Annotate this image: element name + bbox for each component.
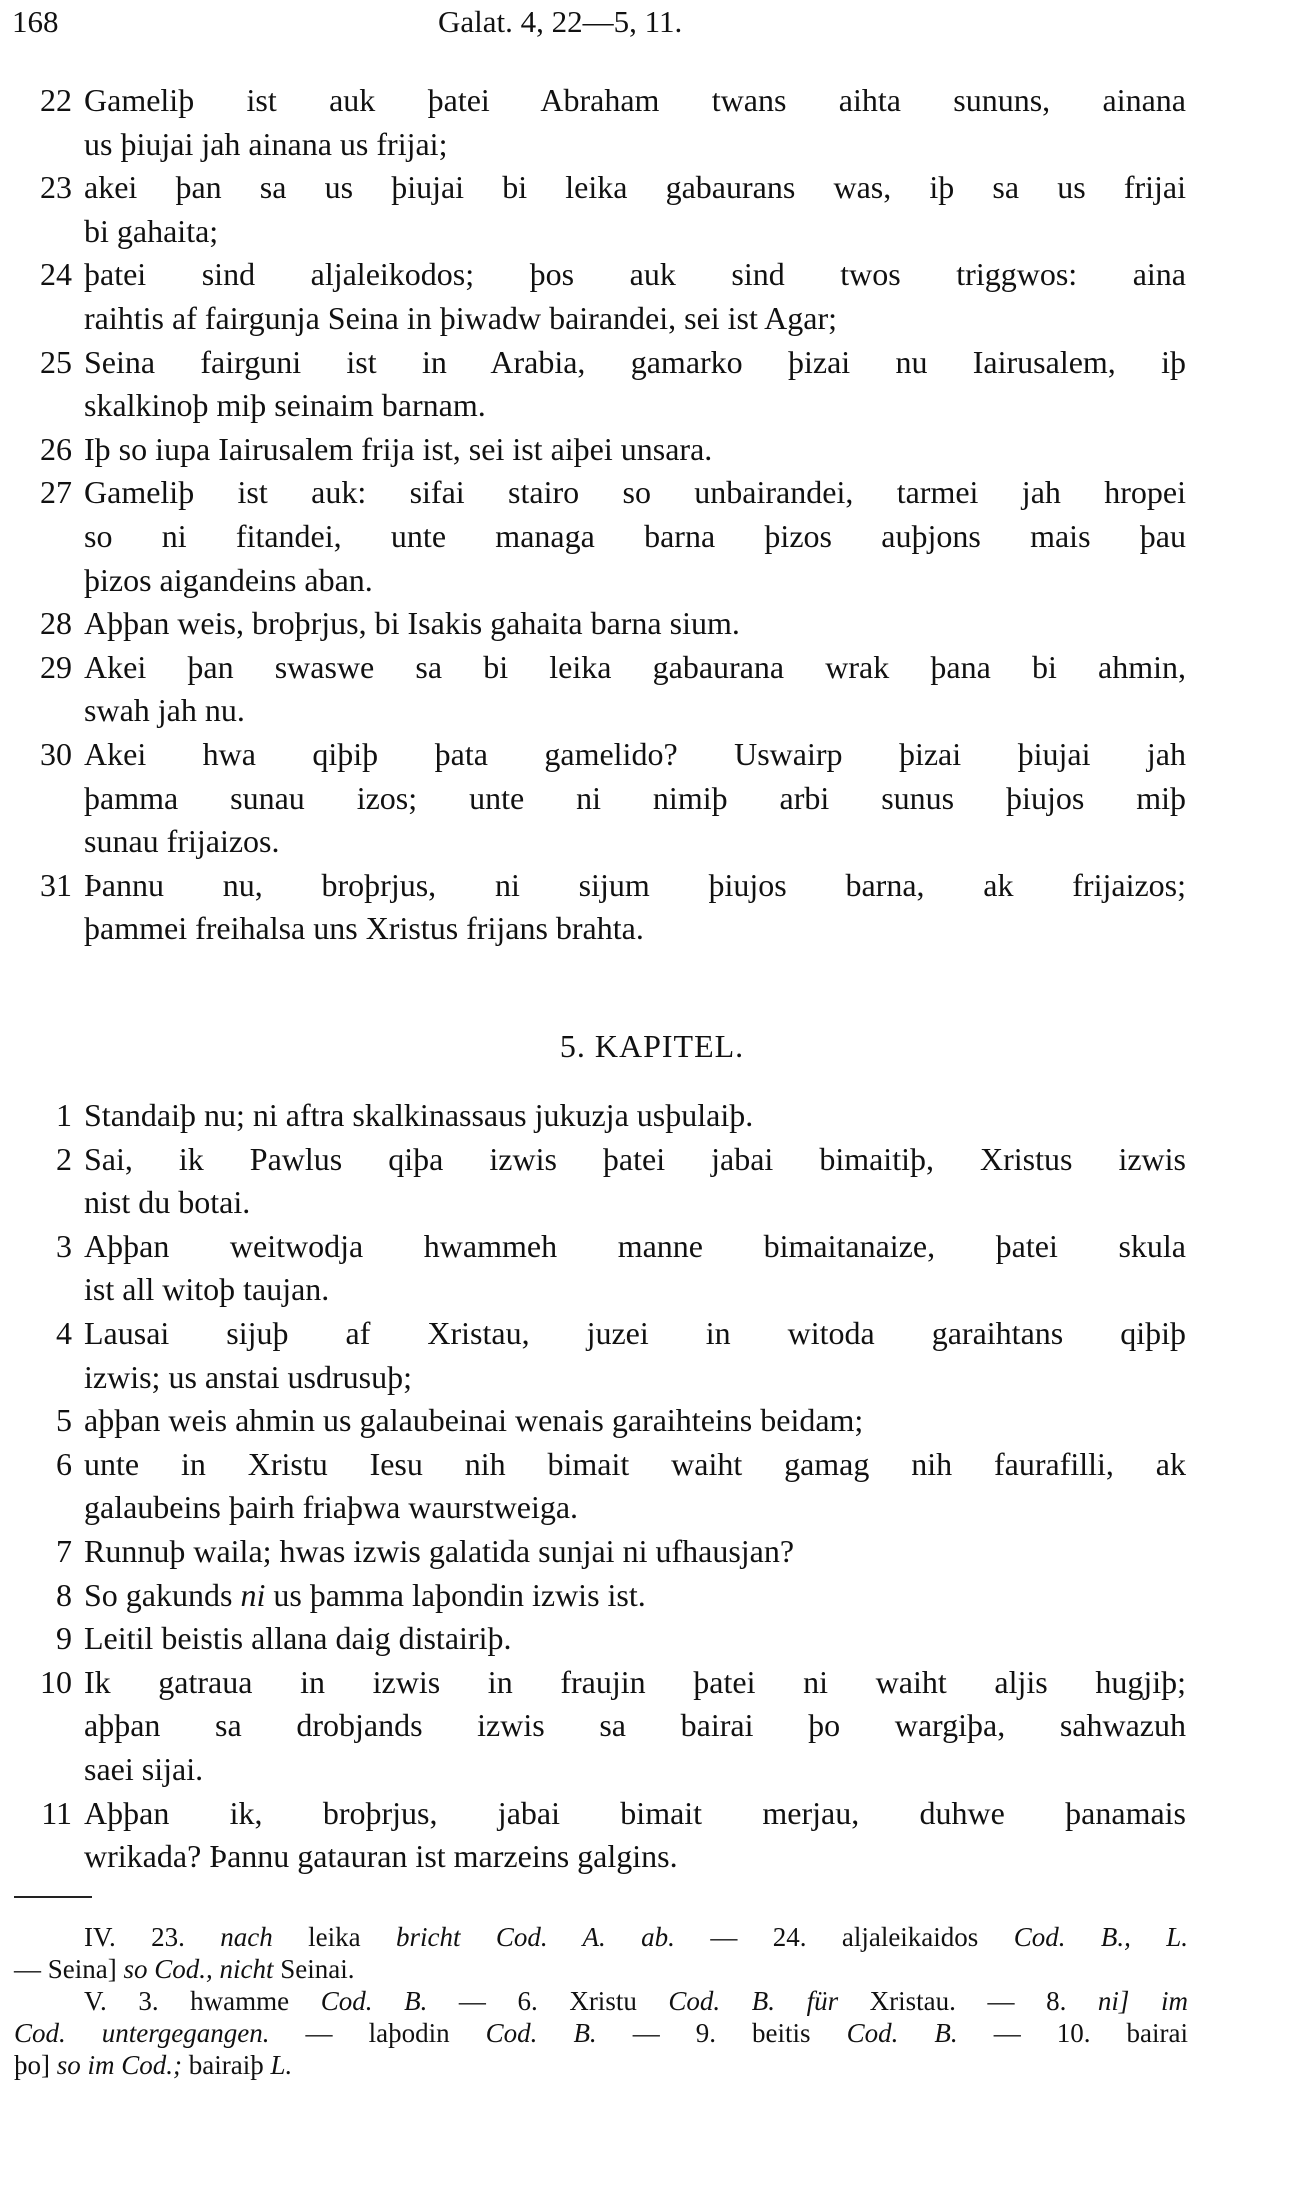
text-segment: V. 3. hwamme — [84, 1986, 321, 2016]
text-segment: — Seina] — [14, 1954, 124, 1984]
verse-text: þammei freihalsa uns Xristus frijans brahta. — [84, 910, 644, 947]
verse-text: þatei sind aljaleikodos; þos auk sind twos triggwos: aina — [84, 256, 1186, 293]
verse-line — [0, 166, 1200, 210]
text-segment: Xristau. — 8. — [838, 1986, 1098, 2016]
verse-text: aþþan weis ahmin us galaubeinai wenais garaihteins beidam; — [84, 1402, 864, 1439]
italic-text: ni] im — [1097, 1986, 1188, 2016]
verse-line — [0, 777, 1200, 821]
verse-text: Leitil beistis allana daig distairiþ. — [84, 1620, 512, 1657]
verse-line — [0, 1835, 1200, 1879]
verse-number: 23 — [40, 169, 72, 206]
verse-line — [0, 515, 1200, 559]
text-segment: þo] — [14, 2050, 57, 2080]
verse-text: Akei þan swaswe sa bi leika gabaurana wrak þana bi ahmin, — [84, 648, 1186, 685]
footnote-rule — [14, 1896, 92, 1898]
verse-line — [0, 1704, 1200, 1748]
verse-text: Akei hwa qiþiþ þata gamelido? Uswairp þizai þiujai jah — [84, 735, 1186, 772]
text-segment: — 10. bairai — [957, 2018, 1188, 2048]
verse-text — [84, 1574, 1186, 1618]
footnote-line — [14, 1921, 1188, 1953]
verse-text: Ik gatraua in izwis in fraujin þatei ni waiht aljis hugjiþ; — [84, 1663, 1186, 1700]
verse-number: 22 — [40, 82, 72, 118]
verse-text: izwis; us anstai usdrusuþ; — [84, 1358, 412, 1395]
verse-number: 2 — [56, 1140, 72, 1177]
verse-number: 9 — [56, 1620, 72, 1657]
verse-text: so ni fitandei, unte managa barna þizos auþjons mais þau — [84, 517, 1186, 554]
italic-text: Cod. B. — [320, 1986, 428, 2016]
verse-line — [0, 1268, 1200, 1312]
verse-text: swah jah nu. — [84, 692, 245, 729]
running-title: Galat. 4, 22—5, 11. — [438, 4, 683, 39]
verse-number: 8 — [56, 1576, 72, 1613]
verse-line — [0, 210, 1200, 254]
text-segment: — 24. aljaleikaidos — [674, 1922, 1014, 1952]
verse-text: ist all witoþ taujan. — [84, 1271, 330, 1308]
verse-line — [0, 646, 1200, 690]
italic-text: nach — [220, 1922, 273, 1952]
verse-line — [0, 384, 1200, 428]
verse-line — [0, 602, 1200, 646]
verse-number: 6 — [56, 1445, 72, 1482]
verse-line — [0, 1792, 1200, 1836]
verse-text: Gameliþ ist auk: sifai stairo so unbairandei, tarmei jah hropei — [84, 474, 1186, 511]
text-segment: bairaiþ — [182, 2050, 271, 2080]
verse-line — [0, 907, 1200, 951]
verse-number: 7 — [56, 1532, 72, 1569]
italic-text: so Cod., nicht — [123, 1954, 274, 1984]
verse-text: Runnuþ waila; hwas izwis galatida sunjai ni ufhausjan? — [84, 1532, 795, 1569]
text-segment: — laþodin — [269, 2018, 486, 2048]
verse-text: Lausai sijuþ af Xristau, juzei in witoda garaihtans qiþiþ — [84, 1314, 1186, 1351]
verse-number: 30 — [40, 735, 72, 772]
verse-text: aþþan sa drobjands izwis sa bairai þo wargiþa, sahwazuh — [84, 1707, 1186, 1744]
chapter-5-verses — [0, 1094, 1200, 1879]
verse-text: sunau frijaizos. — [84, 823, 280, 860]
verse-number: 11 — [41, 1794, 72, 1831]
verse-text: galaubeins þairh friaþwa waurstweiga. — [84, 1489, 579, 1526]
verse-text: Gameliþ ist auk þatei Abraham twans aihta sununs, ainana — [84, 82, 1186, 118]
verse-number: 24 — [40, 256, 72, 293]
verse-number: 10 — [40, 1663, 72, 1700]
verse-text: þizos aigandeins aban. — [84, 561, 373, 598]
text-segment: us þamma laþondin izwis ist. — [265, 1576, 646, 1613]
verse-text: wrikada? Þannu gatauran ist marzeins galgins. — [84, 1838, 678, 1875]
verse-text: skalkinoþ miþ seinaim barnam. — [84, 387, 486, 424]
text-segment: So gakunds — [84, 1576, 241, 1613]
verse-line — [0, 1399, 1200, 1443]
verse-text: þamma sunau izos; unte ni nimiþ arbi sunus þiujos miþ — [84, 779, 1186, 816]
verse-text: saei sijai. — [84, 1750, 204, 1787]
verse-line — [0, 253, 1200, 297]
verse-line — [0, 471, 1200, 515]
verse-line — [0, 297, 1200, 341]
footnote-line — [14, 1985, 1188, 2017]
verse-line — [0, 1138, 1200, 1182]
verse-text: Þannu nu, broþrjus, ni sijum þiujos barna, ak frijaizos; — [84, 866, 1186, 903]
verse-line — [0, 79, 1200, 123]
verse-number: 1 — [56, 1097, 72, 1133]
verse-text: Aþþan ik, broþrjus, jabai bimait merjau, duhwe þanamais — [84, 1794, 1186, 1831]
footnote-line — [14, 2049, 1188, 2081]
verse-line — [0, 820, 1200, 864]
chapter-4-verses — [0, 79, 1200, 951]
verse-line — [0, 1617, 1200, 1661]
text-segment: leika — [272, 1922, 397, 1952]
italic-text: Cod. B. — [485, 2018, 597, 2048]
verse-line — [0, 1181, 1200, 1225]
verse-line — [0, 689, 1200, 733]
verse-line — [0, 341, 1200, 385]
verse-line — [0, 1748, 1200, 1792]
verse-number: 25 — [40, 343, 72, 380]
verse-text: unte in Xristu Iesu nih bimait waiht gamag nih faurafilli, ak — [84, 1445, 1186, 1482]
footnote-line — [14, 1953, 1188, 1985]
verse-line — [0, 123, 1200, 167]
verse-line — [0, 1094, 1200, 1138]
italic-text: L. — [270, 2050, 293, 2080]
verse-text: Sai, ik Pawlus qiþa izwis þatei jabai bimaitiþ, Xristus izwis — [84, 1140, 1186, 1177]
verse-number: 31 — [40, 866, 72, 903]
verse-text: akei þan sa us þiujai bi leika gabaurans was, iþ sa us frijai — [84, 169, 1186, 206]
verse-text: Aþþan weitwodja hwammeh manne bimaitanaize, þatei skula — [84, 1227, 1186, 1264]
verse-line — [0, 1530, 1200, 1574]
verse-line — [0, 864, 1200, 908]
verse-line — [0, 1443, 1200, 1487]
footnote-line — [14, 2017, 1188, 2049]
italic-text: Cod. untergegangen. — [14, 2018, 270, 2048]
verse-line — [0, 1312, 1200, 1356]
verse-text: nist du botai. — [84, 1184, 251, 1221]
verse-line — [0, 1356, 1200, 1400]
verse-text: Seina fairguni ist in Arabia, gamarko þizai nu Iairusalem, iþ — [84, 343, 1186, 380]
verse-number: 28 — [40, 605, 72, 642]
italic-text: Cod. B., L. — [1013, 1922, 1188, 1952]
verse-number: 4 — [56, 1314, 72, 1351]
verse-number: 26 — [40, 430, 72, 467]
italic-text: ni — [240, 1576, 266, 1613]
italic-text: so im Cod.; — [56, 2050, 183, 2080]
italic-text: Cod. B. — [846, 2018, 958, 2048]
text-segment: IV. 23. — [84, 1922, 221, 1952]
verse-number: 29 — [40, 648, 72, 685]
footnotes — [14, 1921, 1188, 2081]
verse-text: raihtis af fairgunja Seina in þiwadw bairandei, sei ist Agar; — [84, 299, 837, 336]
verse-line — [0, 1574, 1200, 1618]
verse-number: 3 — [56, 1227, 72, 1264]
italic-text: Cod. B. für — [668, 1986, 839, 2016]
verse-text: bi gahaita; — [84, 212, 219, 249]
chapter-heading: 5. KAPITEL. — [559, 1028, 745, 1064]
verse-line — [0, 1225, 1200, 1269]
verse-number: 27 — [40, 474, 72, 511]
verse-line — [0, 428, 1200, 472]
verse-line — [0, 733, 1200, 777]
verse-text: Iþ so iupa Iairusalem frija ist, sei ist aiþei unsara. — [84, 430, 713, 467]
verse-text: Aþþan weis, broþrjus, bi Isakis gahaita barna sium. — [84, 605, 740, 642]
verse-number: 5 — [56, 1402, 72, 1439]
verse-text: us þiujai jah ainana us frijai; — [84, 125, 448, 162]
page-number: 168 — [12, 4, 59, 39]
italic-text: bricht Cod. A. ab. — [396, 1922, 675, 1952]
verse-line — [0, 559, 1200, 603]
verse-line — [0, 1486, 1200, 1530]
verse-text: Standaiþ nu; ni aftra skalkinassaus jukuzja usþulaiþ. — [84, 1097, 754, 1133]
text-segment: — 6. Xristu — [427, 1986, 669, 2016]
verse-line — [0, 1661, 1200, 1705]
text-segment: Seinai. — [273, 1954, 355, 1984]
text-segment: — 9. beitis — [596, 2018, 847, 2048]
